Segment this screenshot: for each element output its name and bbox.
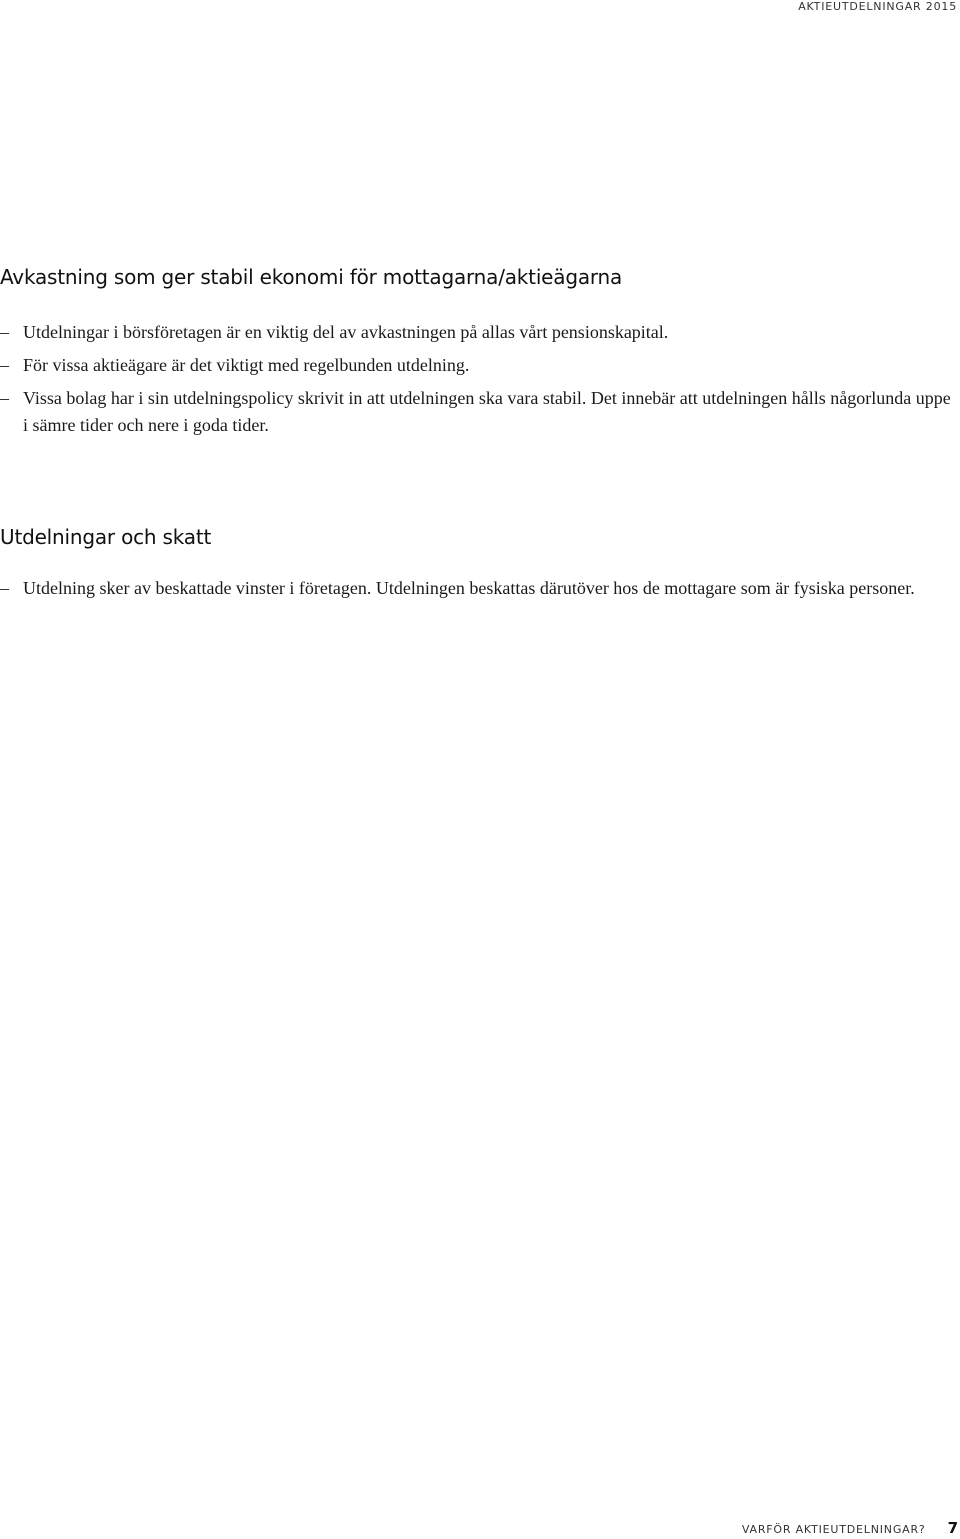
dash-bullet-icon: – — [0, 388, 9, 408]
footer-chapter-title: VARFÖR AKTIEUTDELNINGAR? — [741, 1523, 926, 1536]
list-item — [0, 319, 960, 346]
list-item-text: Utdelning sker av beskattade vinster i företagen. Utdelningen beskattas därutöver hos de mottagare som är fysiska personer. — [23, 578, 915, 598]
list-item — [0, 575, 960, 602]
page-footer — [742, 1519, 958, 1537]
dash-bullet-icon: – — [0, 322, 9, 342]
section-heading: Utdelningar och skatt — [0, 525, 212, 549]
list-item-text: Utdelningar i börsföretagen är en viktig del av avkastningen på allas vårt pensionskapital. — [23, 322, 669, 342]
bullet-list — [0, 575, 960, 602]
list-item-text: Vissa bolag har i sin utdelningspolicy skrivit in att utdelningen ska vara stabil. Det innebär att utdelningen hålls någorlunda uppe i sämre tider och nere i goda tider. — [23, 388, 951, 435]
section-return-stability — [0, 262, 960, 445]
list-item — [0, 352, 960, 379]
list-item — [0, 385, 960, 439]
section-dividends-tax — [0, 522, 960, 608]
page-number: 7 — [947, 1519, 958, 1537]
dash-bullet-icon: – — [0, 355, 9, 375]
dash-bullet-icon: – — [0, 578, 9, 598]
list-item-text: För vissa aktieägare är det viktigt med regelbunden utdelning. — [23, 355, 470, 375]
running-header: AKTIEUTDELNINGAR 2015 — [798, 0, 957, 13]
section-heading: Avkastning som ger stabil ekonomi för mottagarna/aktieägarna — [0, 265, 623, 289]
bullet-list — [0, 319, 960, 439]
